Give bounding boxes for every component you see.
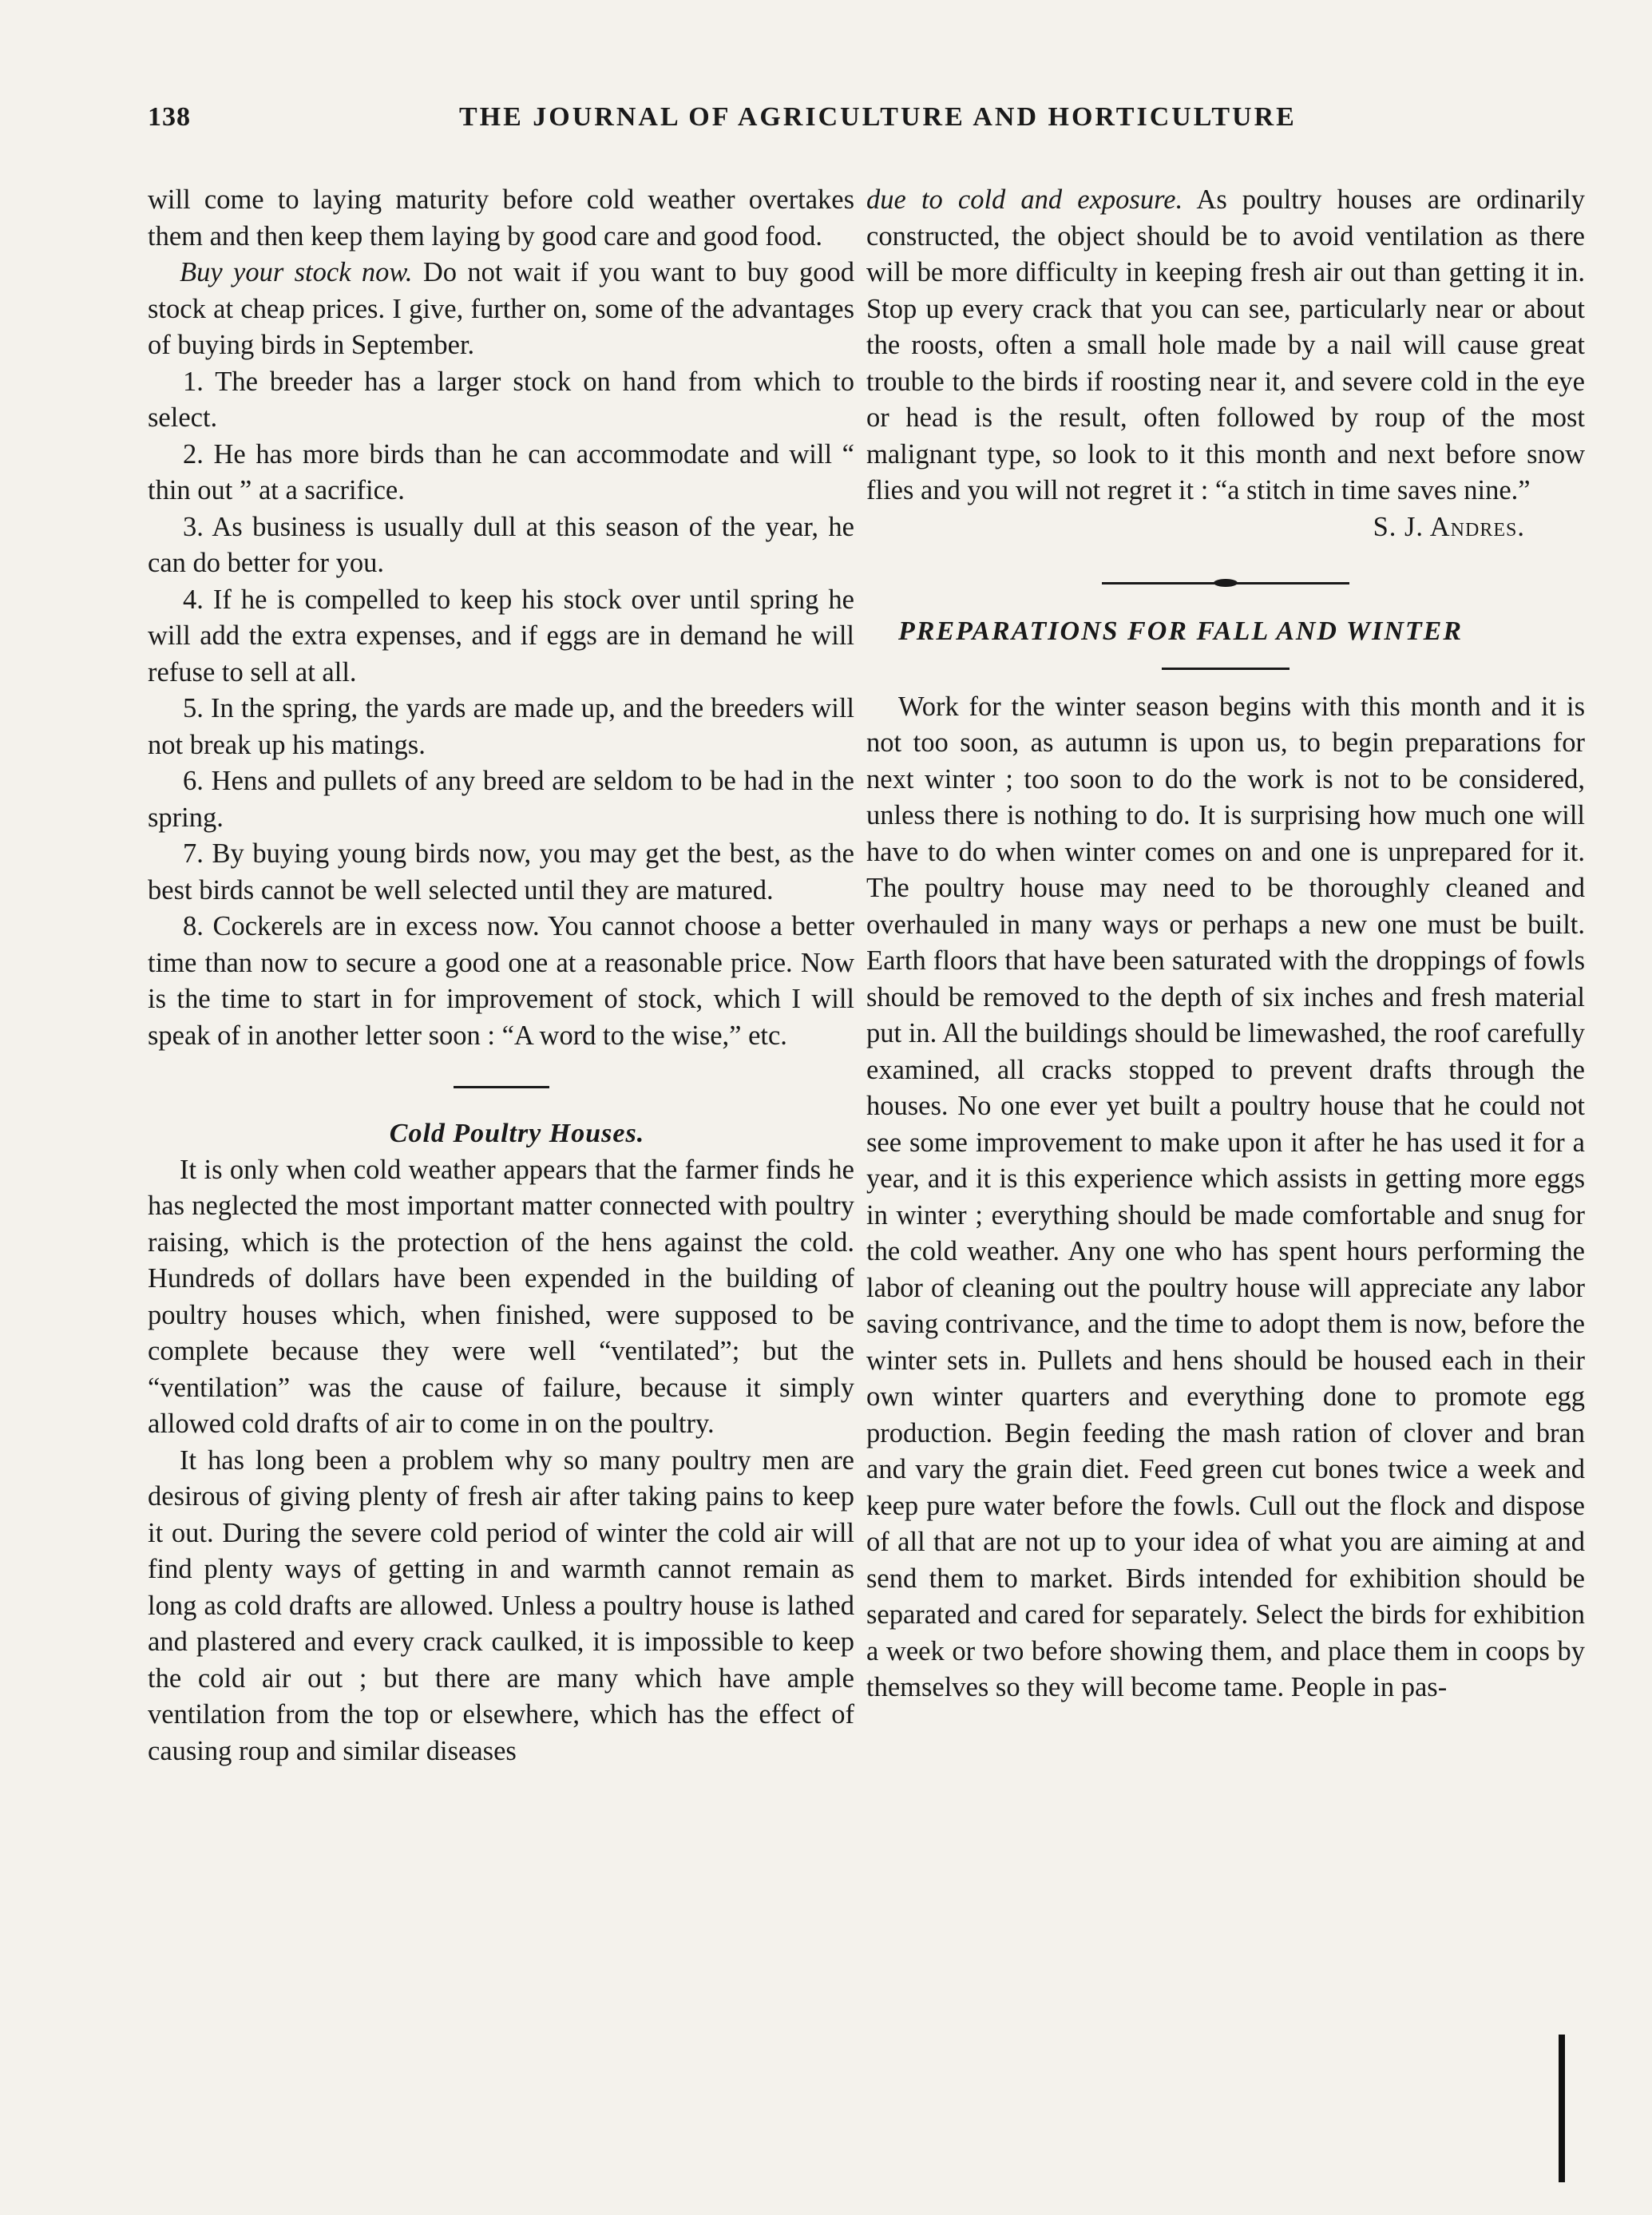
continuation-paragraph (866, 182, 1585, 509)
list-item-text: As business is usually dull at this season of the year, he can do better for you. (148, 511, 854, 578)
page-number: 138 (148, 102, 191, 132)
list-item (148, 836, 854, 909)
cold-houses-paragraph-2: It has long been a problem why so many poultry men are desirous of giving plenty of fresh air after taking pains to keep it out. During the severe cold period of winter the cold air will find plenty ways of getting in and warmth cannot remain as long as cold drafts are allowed. Unless a poultry house is lathed and plastered and every crack caulked, it is impossible to keep the cold air out ; but there are many which have ample ventilation from the top or elsewhere, which has the effect of causing roup and similar diseases (148, 1444, 854, 1766)
page-header (148, 102, 1521, 150)
list-item-number: 4. (183, 584, 204, 615)
cold-houses-paragraph-1: It is only when cold weather appears that the farmer finds he has neglected the most important matter connected with poultry raising, which is the protection of the hens against the cold. Hundreds of dollars have been expended in the building of poultry houses which, when finished, were supposed to be complete because they were well “ventilated”; but the “ventilation” was the cause of failure, because it simply allowed cold drafts of air to come in on the poultry. (148, 1154, 854, 1439)
left-column (148, 182, 854, 1769)
running-title: THE JOURNAL OF AGRICULTURE AND HORTICULTURE (459, 102, 1297, 132)
section-divider (454, 1086, 549, 1088)
title-underline (1162, 668, 1290, 670)
divider-ornament (1214, 579, 1238, 587)
intro-paragraph: will come to laying maturity before cold weather overtakes them and then keep them laying by good care and good food. (148, 184, 854, 252)
list-item-text: By buying young birds now, you may get the best, as the best birds cannot be well selected until they are matured. (148, 838, 854, 905)
list-item (148, 509, 854, 582)
list-item-number: 5. (183, 693, 204, 723)
list-item (148, 582, 854, 691)
list-item (148, 691, 854, 763)
list-item-number: 2. (183, 438, 204, 470)
list-item-text: The breeder has a larger stock on hand from which to select. (148, 366, 854, 433)
list-item-number: 3. (183, 511, 204, 542)
preparations-paragraph: Work for the winter season begins with this month and it is not too soon, as autumn is upon us, to begin preparations for next winter ; too soon to do the work is not to be considered, unless there is nothing to do. It is surprising how much one will have to do when winter comes on and one is unprepared for it. The poultry house may need to be thoroughly cleaned and overhauled in many ways or perhaps a new one must be built. Earth floors that have been saturated with the droppings of fowls should be removed to the depth of six inches and fresh material put in. All the buildings should be limewashed, the roof carefully examined, all cracks stopped to prevent drafts through the houses. No one ever yet built a poultry house that he could not see some improvement to make upon it after he has used it for a year, and it is this experience which assists in getting more eggs in winter ; everything should be made comfortable and snug for the cold weather. Any one who has spent hours performing the labor of cleaning out the poultry house will appreciate any labor saving contrivance, and the time to adopt them is now, before the winter sets in. Pullets and hens should be housed each in their own winter quarters and everything done to promote egg production. Begin feeding the mash ration of clover and bran and vary the grain diet. Feed green cut bones twice a week and keep pure water before the fowls. Cull out the flock and dispose of all that are not up to your idea of what you are aiming at and send them to market. Birds intended for exhibition should be separated and cared for separately. Select the birds for exhibition a week or two before showing them, and place them in coops by themselves so they will become tame. People in pas- (866, 691, 1585, 1702)
author-signature: S. J. Andres. (1373, 511, 1525, 542)
ornamental-divider (1102, 582, 1349, 584)
list-item-number: 8. (183, 911, 204, 941)
continuation-text: As poultry houses are ordinarily constructed, the object should be to avoid ventilation as there will be more difficulty in keeping fresh air out than getting it in. Stop up every crack that you can see, particularly near or about the roosts, often a small hole made by a nail will cause great trouble to the birds if roosting near it, and severe cold in the eye or head is the result, often followed by roup of the most malignant type, so look to it this month and next before snow flies and you will not regret it : “a stitch in time saves nine.” (866, 184, 1586, 505)
list-item (148, 763, 854, 836)
list-item (148, 437, 854, 509)
continuation-italic: due to cold and exposure. (866, 184, 1183, 215)
list-item-text: Cockerels are in excess now. You cannot choose a better time than now to secure a good one at a reasonable price. Now is the time to start in for improvement of stock, which I will speak of in another letter soon : “A word to the wise,” etc. (148, 911, 854, 1051)
section-title-preparations: PREPARATIONS FOR FALL AND WINTER (898, 616, 1464, 646)
list-item-number: 6. (183, 766, 204, 796)
list-item (148, 364, 854, 437)
page-edge-mark (1559, 2035, 1565, 2182)
list-item-text: He has more birds than he can accommodate and will “ thin out ” at a sacrifice. (148, 438, 854, 505)
list-item-text: Hens and pullets of any breed are seldom to be had in the spring. (148, 766, 854, 833)
list-item-text: If he is compelled to keep his stock over until spring he will add the extra expenses, and if eggs are in demand he will refuse to sell at all. (148, 584, 854, 687)
buy-now-paragraph (148, 255, 854, 364)
buy-now-text: Do not wait if you want to buy good stock at cheap prices. I give, further on, some of the advantages of buying birds in September. (148, 257, 855, 360)
list-item (148, 909, 854, 1054)
buy-now-lead: Buy your stock now. (180, 257, 413, 287)
list-item-text: In the spring, the yards are made up, and the breeders will not break up his matings. (148, 693, 854, 760)
list-item-number: 1. (183, 366, 204, 397)
right-column (866, 182, 1585, 1706)
list-item-number: 7. (183, 838, 204, 869)
section-title-cold-poultry-houses: Cold Poultry Houses. (389, 1119, 645, 1148)
